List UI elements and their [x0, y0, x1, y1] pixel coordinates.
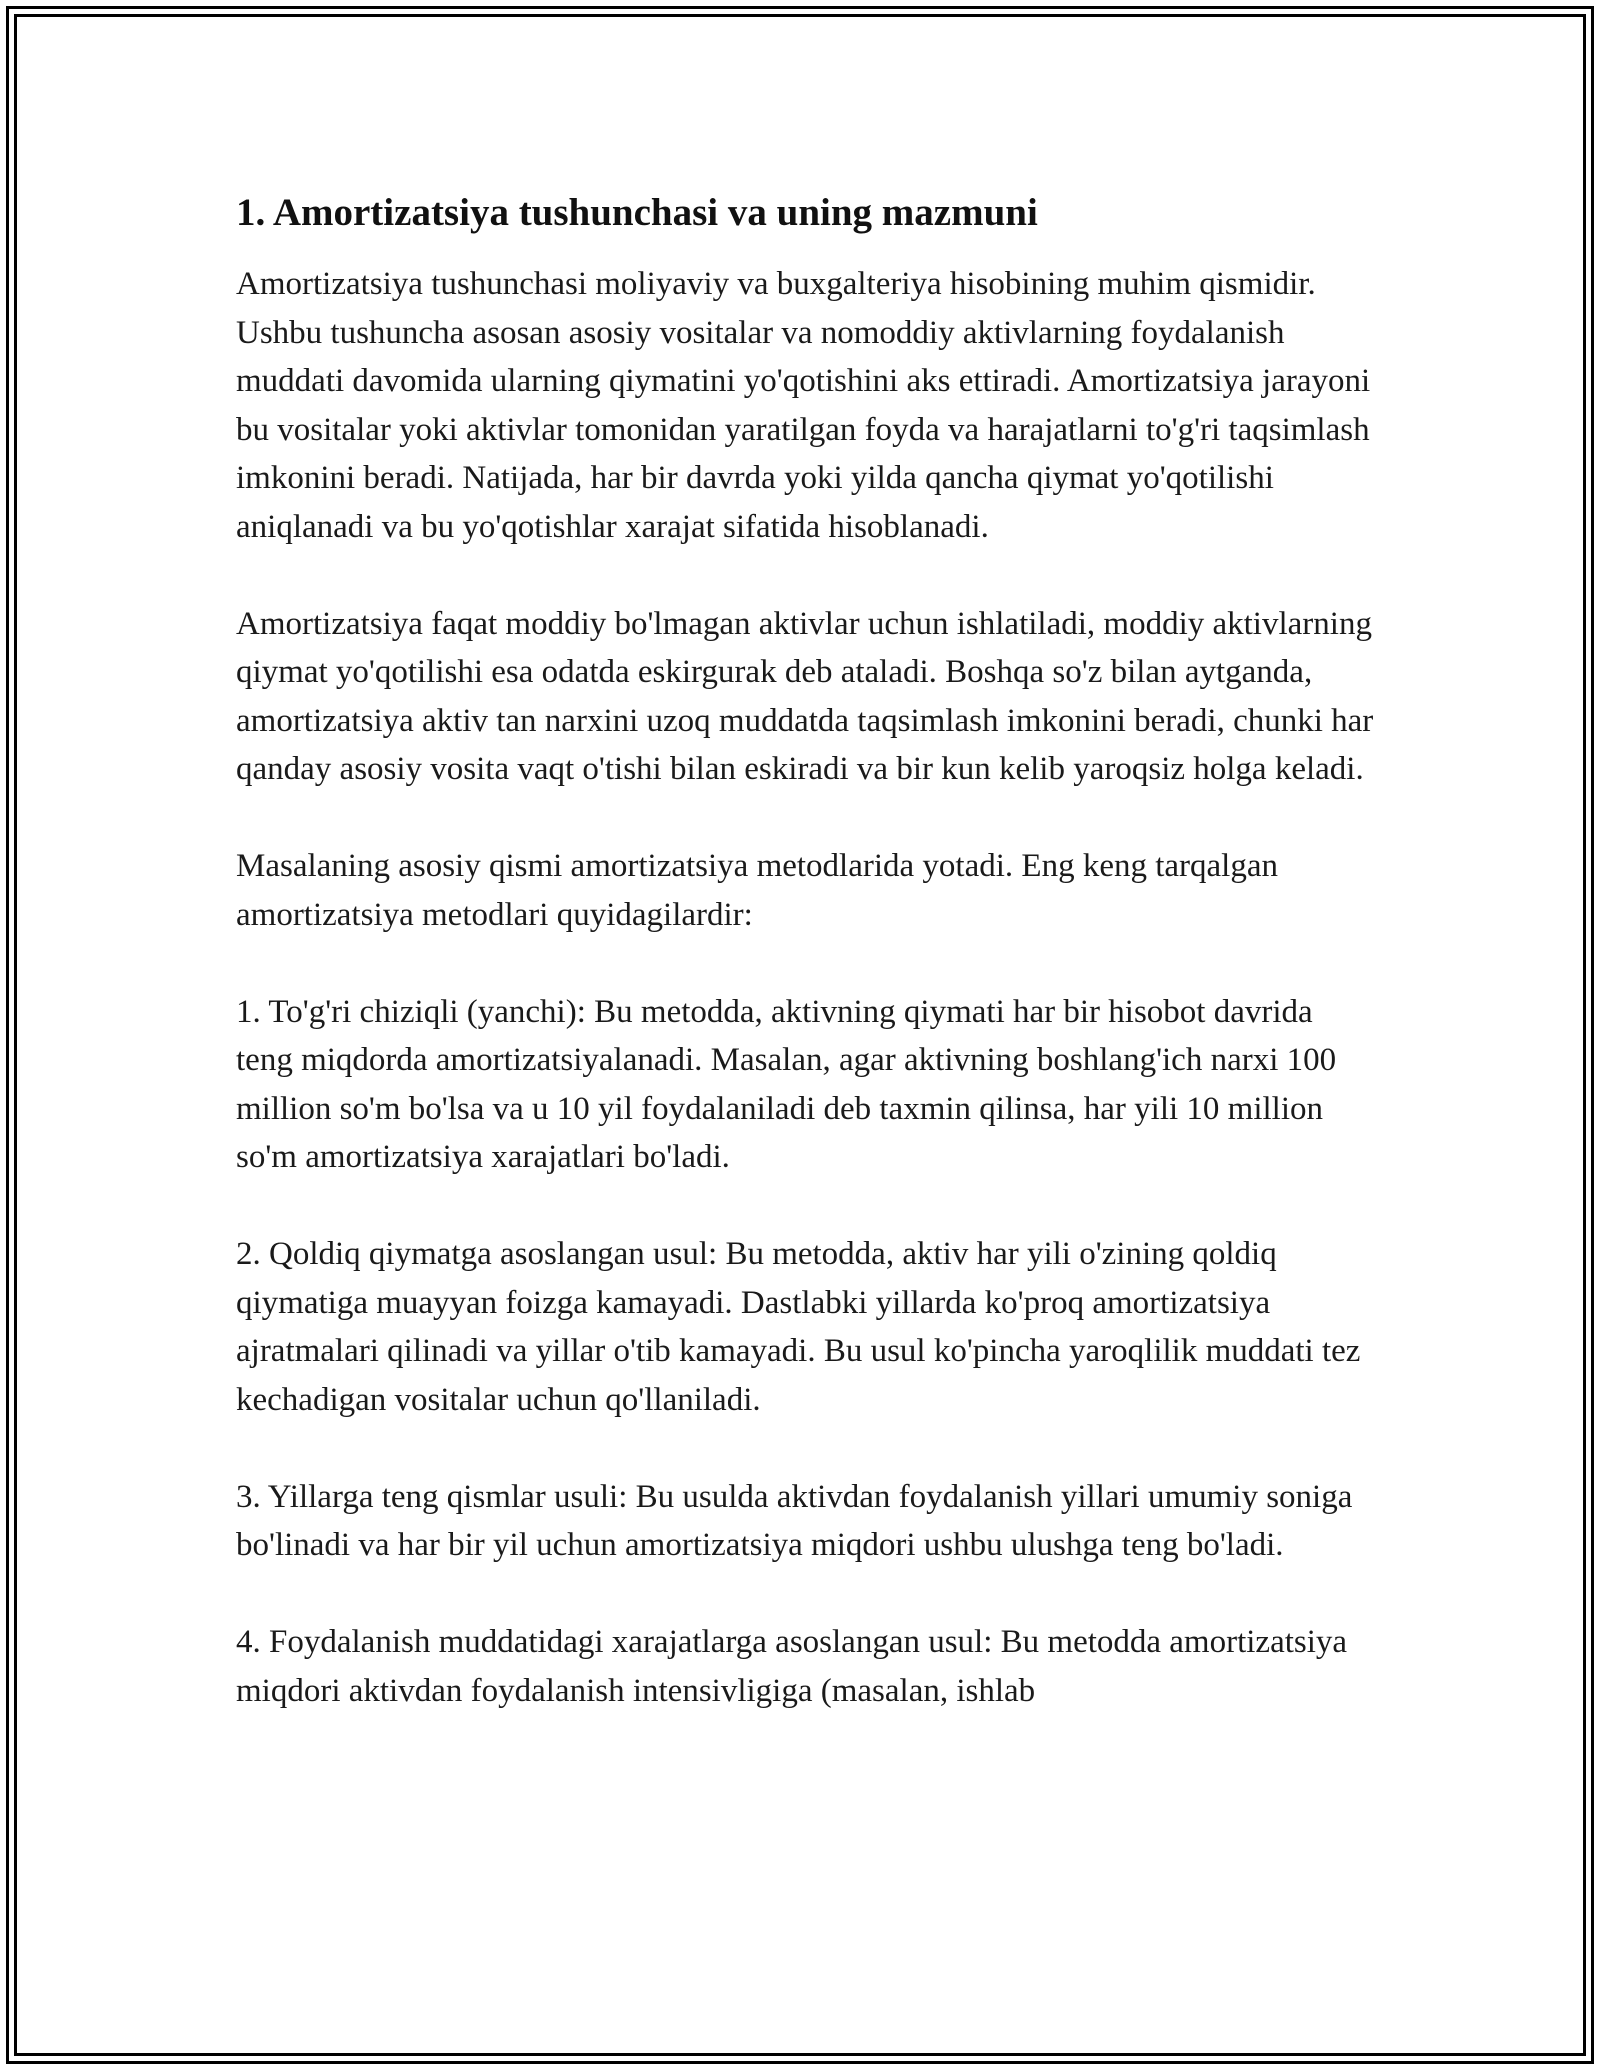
list-item-sum-of-years: 3. Yillarga teng qismlar usuli: Bu usulda aktivdan foydalanish yillari umumiy soniga bo'linadi va har bir yil uchun amortizatsiya miqdori ushbu ulushga teng bo'ladi. — [236, 1478, 1353, 1563]
paragraph-definition: Amortizatsiya tushunchasi moliyaviy va buxgalteriya hisobining muhim qismidir. Ushbu tushuncha asosan asosiy vositalar va nomoddiy aktivlarning foydalanish muddati davomida ularning qiymatini yo'qotishini aks ettiradi. Amortizatsiya jarayoni bu vositalar yoki aktivlar tomonidan yaratilgan foyda va harajatlarni to'g'ri taqsimlash imkonini beradi. Natijada, har bir davrda yoki yilda qancha qiymat yo'qotilishi aniqlanadi va bu yo'qotishlar xarajat sifatida hisoblanadi. — [236, 266, 1371, 545]
paragraph-methods-intro: Masalaning asosiy qismi amortizatsiya metodlarida yotadi. Eng keng tarqalgan amortizatsiya metodlari quyidagilardir: — [236, 848, 1278, 933]
paragraph-intangible-assets: Amortizatsiya faqat moddiy bo'lmagan aktivlar uchun ishlatiladi, moddiy aktivlarning qiymat yo'qotilishi esa odatda eskirgurak deb ataladi. Boshqa so'z bilan aytganda, amortizatsiya aktiv tan narxini uzoq muddatda taqsimlash imkonini beradi, chunki har qanday asosiy vosita vaqt o'tishi bilan eskiradi va bir kun kelib yaroqsiz holga keladi. — [236, 605, 1374, 787]
list-item-declining-balance: 2. Qoldiq qiymatga asoslangan usul: Bu metodda, aktiv har yili o'zining qoldiq qiymatiga muayyan foizga kamayadi. Dastlabki yillarda ko'proq amortizatsiya ajratmalari qilinadi va yillar o'tib kamayadi. Bu usul ko'pincha yaroqlilik muddati tez kechadigan vositalar uchun qo'llaniladi. — [236, 1236, 1361, 1418]
list-item-straight-line: 1. To'g'ri chiziqli (yanchi): Bu metodda, aktivning qiymati har bir hisobot davrida teng miqdorda amortizatsiyalanadi. Masalan, agar aktivning boshlang'ich narxi 100 million so'm bo'lsa va u 10 yil foydalaniladi deb taxmin qilinsa, har yili 10 million so'm amortizatsiya xarajatlari bo'ladi. — [236, 993, 1337, 1175]
list-item-units-of-production: 4. Foydalanish muddatidagi xarajatlarga asoslangan usul: Bu metodda amortizatsiya miqdori aktivdan foydalanish intensivligiga (masalan, ishlab — [236, 1624, 1348, 1709]
document-body — [236, 186, 1376, 1764]
section-heading: 1. Amortizatsiya tushunchasi va uning mazmuni — [236, 191, 1038, 234]
